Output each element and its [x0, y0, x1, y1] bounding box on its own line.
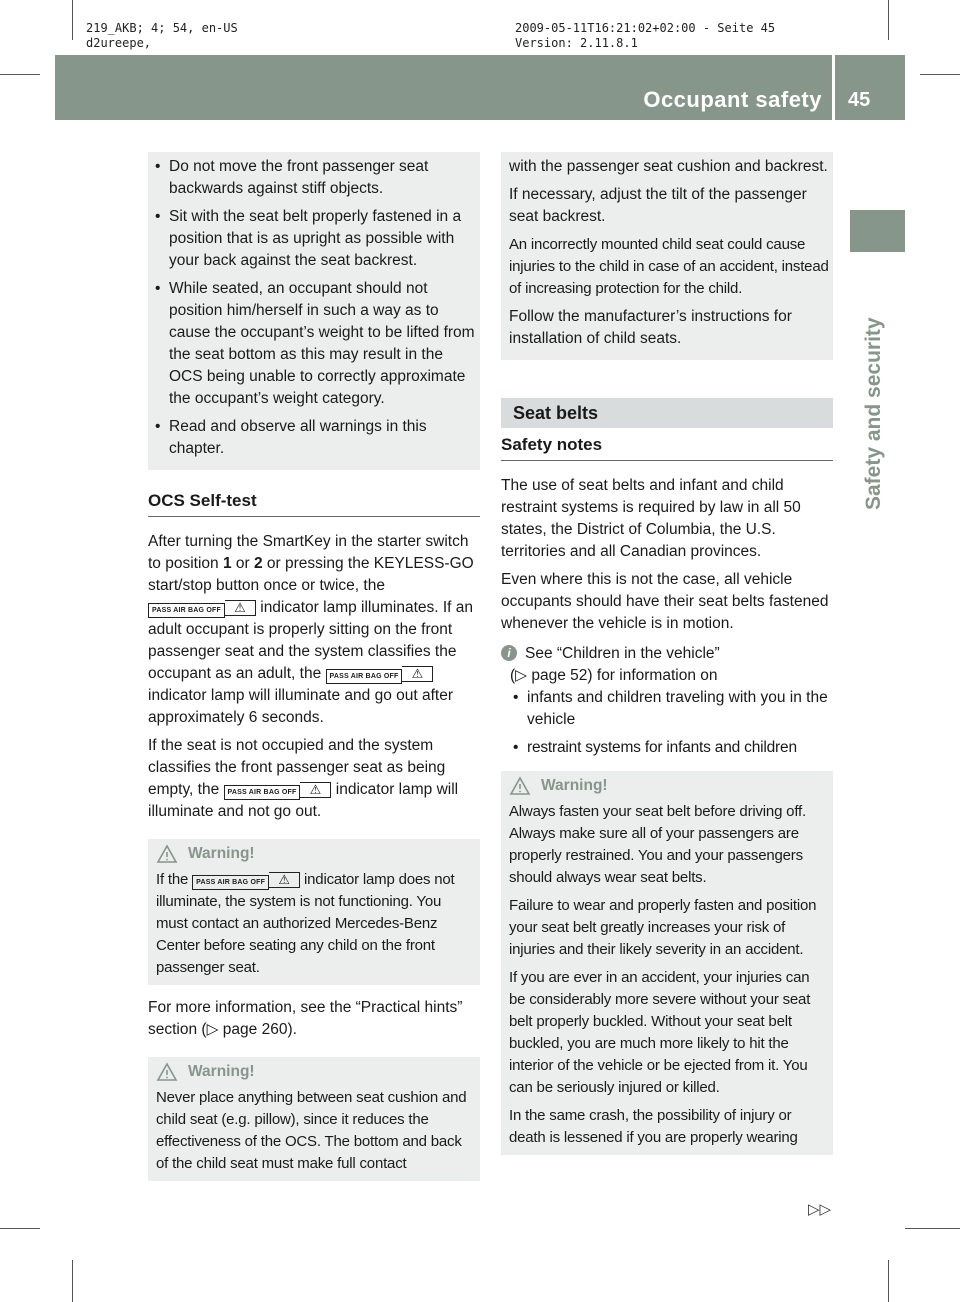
continue-arrow-icon: ▷▷ [808, 1201, 832, 1218]
info-text: See “Children in the vehicle” [525, 645, 720, 662]
paragraph: Follow the manufacturer’s instructions for installation of child seats. [509, 308, 792, 347]
info-ref: (▷ page 52) for information on [510, 667, 718, 684]
page-number: 45 [848, 89, 871, 111]
warning-header [156, 843, 476, 865]
crop-mark [888, 0, 889, 40]
paragraph: If the seat is not occupied and the system classifies the front passenger seat as being empty, the PASS AIR BAG OFF ⚠ indicator lamp will illuminate and not go out. [148, 737, 459, 820]
crop-mark [0, 1228, 40, 1229]
right-column [501, 152, 833, 1155]
warning-text: Always fasten your seat belt before driving off. Always make sure all of your passengers are properly restrained. You and your passengers should always wear seat belts. [509, 803, 806, 886]
bullet-box [148, 152, 480, 470]
crop-mark [72, 1260, 73, 1302]
page-title: Occupant safety [643, 87, 822, 112]
side-tab-marker [850, 210, 905, 252]
list-item: • infants and children traveling with you in the vehicle [513, 689, 828, 728]
warning-continued-box [501, 152, 833, 360]
crop-mark [0, 74, 40, 75]
info-note [501, 643, 833, 759]
bullet-text: Sit with the seat belt properly fastened in a position that is as upright as possible with your back against the seat backrest. [169, 208, 462, 269]
sub-heading-safety-notes: Safety notes [501, 434, 833, 461]
list-item: • Do not move the front passenger seat backwards against stiff objects. [155, 158, 429, 197]
info-icon: i [501, 645, 517, 661]
airbag-off-lamp-icon: PASS AIR BAG OFF ⚠ [224, 781, 332, 797]
airbag-off-lamp-icon: PASS AIR BAG OFF ⚠ [192, 871, 300, 887]
print-meta-left [86, 21, 238, 51]
meta-left-line2: d2ureepe, [86, 36, 152, 50]
bullet-text: Do not move the front passenger seat backwards against stiff objects. [169, 158, 429, 197]
bullet-text: While seated, an occupant should not position him/herself in such a way as to cause the occupant’s weight to be lifted from the seat bottom as this may result in the OCS being unable to correctly approximate the occupant’s weight category. [169, 280, 475, 407]
warning-title: Warning! [541, 777, 608, 794]
warning-box [148, 839, 480, 985]
warning-text: If you are ever in an accident, your injuries can be considerably more severe without your seat belt properly buckled. Without your seat belt buckled, you are much more likely to hit the interior of the vehicle or be ejected from it. You can be seriously injured or killed. [509, 969, 811, 1096]
paragraph: If necessary, adjust the tilt of the passenger seat backrest. [509, 186, 807, 225]
paragraph: Even where this is not the case, all vehicle occupants should have their seat belts fastened whenever the vehicle is in motion. [501, 571, 829, 632]
bullet-text: Read and observe all warnings in this chapter. [169, 418, 427, 457]
warning-header [509, 775, 829, 797]
warning-box [148, 1057, 480, 1181]
warning-triangle-icon [156, 844, 178, 864]
paragraph: with the passenger seat cushion and backrest. [509, 158, 828, 175]
warning-triangle-icon [156, 1062, 178, 1082]
paragraph: After turning the SmartKey in the starter switch to position 1 or 2 or pressing the KEYLESS-GO start/stop button once or twice, the PASS AIR BAG OFF ⚠ indicator lamp illuminates. If an adult occupant is properly sitting on the front passenger seat and the system classifies the occupant as an adult, the PASS AIR BAG OFF ⚠ indicator lamp will illuminate and go out after approximately 6 seconds. [148, 533, 474, 726]
meta-right-line2: Version: 2.11.8.1 [515, 36, 638, 50]
warning-text: In the same crash, the possibility of injury or death is lessened if you are properly wearing [509, 1107, 798, 1146]
crop-mark [888, 1260, 889, 1302]
airbag-off-lamp-icon: PASS AIR BAG OFF ⚠ [148, 599, 256, 615]
warning-box [501, 771, 833, 1155]
crop-mark [72, 0, 73, 40]
list-item: • While seated, an occupant should not position him/herself in such a way as to cause the occupant’s weight to be lifted from the seat bottom as this may result in the OCS being unable to correctly approximate the occupant’s weight category. [155, 280, 475, 407]
paragraph: An incorrectly mounted child seat could cause injuries to the child in case of an accident, instead of increasing protection for the child. [509, 236, 829, 297]
warning-text: Never place anything between seat cushion and child seat (e.g. pillow), since it reduces the effectiveness of the OCS. The bottom and back of the child seat must make full contact [156, 1089, 467, 1172]
warning-title: Warning! [188, 1063, 255, 1080]
print-meta-right [515, 21, 775, 51]
header-separator [832, 55, 835, 120]
warning-title: Warning! [188, 845, 255, 862]
warning-text: Failure to wear and properly fasten and position your seat belt greatly increases your risk of injuries and their likely severity in an accident. [509, 897, 817, 958]
meta-left-line1: 219_AKB; 4; 54, en-US [86, 21, 238, 35]
list-item: • Sit with the seat belt properly fastened in a position that is as upright as possible with your back against the seat backrest. [155, 208, 462, 269]
warning-triangle-icon [509, 776, 531, 796]
warning-text: If the PASS AIR BAG OFF ⚠ indicator lamp does not illuminate, the system is not functioning. You must contact an authorized Mercedes-Benz Center before seating any child on the front passenger seat. [156, 871, 455, 976]
airbag-off-lamp-icon: PASS AIR BAG OFF ⚠ [326, 665, 434, 681]
list-item: • restraint systems for infants and children [513, 739, 797, 756]
meta-right-line1: 2009-05-11T16:21:02+02:00 - Seite 45 [515, 21, 776, 35]
paragraph: The use of seat belts and infant and child restraint systems is required by law in all 50 states, the District of Columbia, the U.S. territories and all Canadian provinces. [501, 477, 801, 560]
warning-header [156, 1061, 476, 1083]
left-column [148, 152, 480, 1181]
side-tab-label: Safety and security [862, 317, 885, 510]
section-heading-seat-belts: Seat belts [501, 398, 833, 428]
section-heading-ocs: OCS Self-test [148, 490, 480, 517]
crop-mark [920, 74, 960, 75]
crop-mark [905, 1228, 960, 1229]
paragraph: For more information, see the “Practical hints” section (▷ page 260). [148, 999, 463, 1038]
list-item: • Read and observe all warnings in this chapter. [155, 418, 427, 457]
